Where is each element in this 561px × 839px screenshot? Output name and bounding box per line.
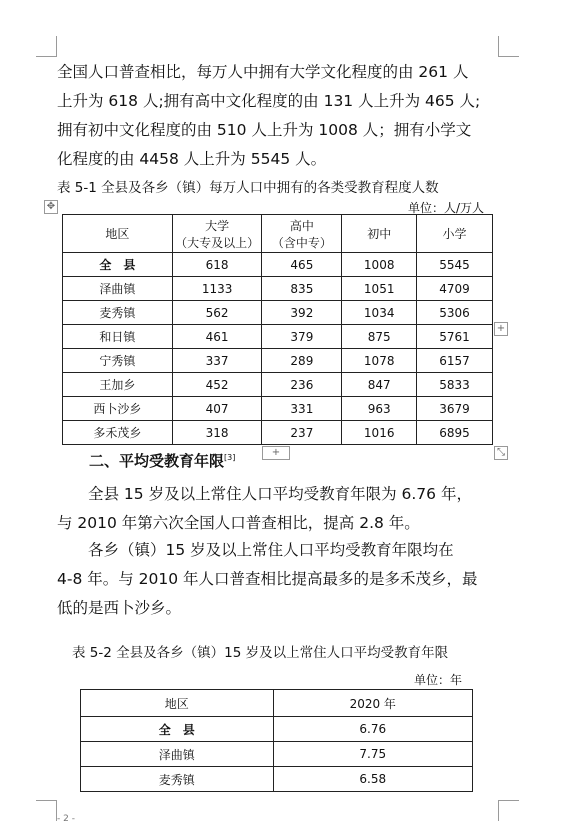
value-cell: 318 — [172, 421, 262, 445]
value-cell: 963 — [342, 397, 417, 421]
table-header-row — [63, 215, 493, 253]
value-cell: 618 — [172, 253, 262, 277]
value-cell: 847 — [342, 373, 417, 397]
table2-unit: 单位：年 — [414, 673, 463, 687]
value-cell: 4709 — [417, 277, 493, 301]
footnote-ref: [3] — [224, 453, 236, 462]
table1-caption: 表 5-1 全县及各乡（镇）每万人口中拥有的各类受教育程度人数 — [57, 180, 439, 196]
region-cell: 泽曲镇 — [63, 277, 173, 301]
section-heading — [89, 450, 235, 471]
header-cell: 地区 — [81, 690, 274, 717]
intro-line: 上升为 618 人;拥有高中文化程度的由 131 人上升为 465 人; — [57, 92, 481, 110]
intro-line: 化程度的由 4458 人上升为 5545 人。 — [57, 150, 327, 168]
crop-mark-top-left — [36, 36, 57, 57]
value-cell: 1078 — [342, 349, 417, 373]
table-row — [63, 325, 493, 349]
paragraph-line: 4-8 年。与 2010 年人口普查相比提高最多的是多禾茂乡，最 — [57, 570, 478, 588]
header-cell: 小学 — [417, 215, 493, 253]
value-cell: 392 — [262, 301, 342, 325]
section-heading-text: 二、平均受教育年限 — [89, 452, 225, 470]
value-cell: 6.58 — [273, 767, 473, 792]
region-cell: 泽曲镇 — [81, 742, 274, 767]
crop-mark-bottom-left — [36, 800, 57, 821]
value-cell: 1051 — [342, 277, 417, 301]
intro-line: 拥有初中文化程度的由 510 人上升为 1008 人；拥有小学文 — [57, 121, 472, 139]
table2-caption: 表 5-2 全县及各乡（镇）15 岁及以上常住人口平均受教育年限 — [72, 645, 449, 661]
table-row — [81, 717, 473, 742]
header-cell: 高中 （含中专） — [262, 215, 342, 253]
resize-icon[interactable]: ⤡ — [494, 446, 508, 460]
value-cell: 6895 — [417, 421, 493, 445]
value-cell: 379 — [262, 325, 342, 349]
table-row — [81, 767, 473, 792]
value-cell: 5833 — [417, 373, 493, 397]
value-cell: 1034 — [342, 301, 417, 325]
page-number: - 2 - — [57, 814, 75, 824]
paragraph-line: 全县 15 岁及以上常住人口平均受教育年限为 6.76 年， — [88, 485, 472, 503]
value-cell: 3679 — [417, 397, 493, 421]
value-cell: 875 — [342, 325, 417, 349]
table-row — [63, 397, 493, 421]
header-cell: 大学 （大专及以上） — [172, 215, 262, 253]
region-cell: 多禾茂乡 — [63, 421, 173, 445]
value-cell: 461 — [172, 325, 262, 349]
table-row — [63, 421, 493, 445]
table2 — [80, 689, 473, 792]
region-cell: 宁秀镇 — [63, 349, 173, 373]
region-cell: 麦秀镇 — [81, 767, 274, 792]
paragraph-line: 与 2010 年第六次全国人口普查相比，提高 2.8 年。 — [57, 514, 420, 532]
value-cell: 562 — [172, 301, 262, 325]
value-cell: 337 — [172, 349, 262, 373]
table-row — [63, 301, 493, 325]
table1-unit: 单位：人/万人 — [408, 201, 485, 215]
value-cell: 5761 — [417, 325, 493, 349]
value-cell: 407 — [172, 397, 262, 421]
table-row — [63, 277, 493, 301]
value-cell: 5306 — [417, 301, 493, 325]
plus-icon[interactable]: + — [262, 446, 290, 460]
value-cell: 1016 — [342, 421, 417, 445]
paragraph-line: 各乡（镇）15 岁及以上常住人口平均受教育年限均在 — [88, 541, 454, 559]
table-header-row — [81, 690, 473, 717]
value-cell: 465 — [262, 253, 342, 277]
region-cell: 全 县 — [63, 253, 173, 277]
value-cell: 236 — [262, 373, 342, 397]
header-cell: 2020 年 — [273, 690, 473, 717]
table-row — [63, 349, 493, 373]
value-cell: 6157 — [417, 349, 493, 373]
region-cell: 全 县 — [81, 717, 274, 742]
value-cell: 237 — [262, 421, 342, 445]
region-cell: 和日镇 — [63, 325, 173, 349]
region-cell: 麦秀镇 — [63, 301, 173, 325]
move-icon[interactable]: ✥ — [44, 200, 58, 214]
header-cell: 初中 — [342, 215, 417, 253]
intro-paragraph — [57, 58, 501, 174]
crop-mark-top-right — [498, 36, 519, 57]
crop-mark-bottom-right — [498, 800, 519, 821]
paragraph-3 — [57, 536, 501, 623]
value-cell: 5545 — [417, 253, 493, 277]
paragraph-2 — [57, 480, 501, 538]
value-cell: 835 — [262, 277, 342, 301]
header-cell: 地区 — [63, 215, 173, 253]
table-row — [81, 742, 473, 767]
table-row — [63, 373, 493, 397]
value-cell: 331 — [262, 397, 342, 421]
value-cell: 452 — [172, 373, 262, 397]
intro-line: 全国人口普查相比，每万人中拥有大学文化程度的由 261 人 — [57, 63, 469, 81]
region-cell: 王加乡 — [63, 373, 173, 397]
value-cell: 289 — [262, 349, 342, 373]
region-cell: 西卜沙乡 — [63, 397, 173, 421]
value-cell: 1008 — [342, 253, 417, 277]
table-row — [63, 253, 493, 277]
value-cell: 6.76 — [273, 717, 473, 742]
paragraph-line: 低的是西卜沙乡。 — [57, 599, 182, 617]
plus-icon[interactable]: + — [494, 322, 508, 336]
table1 — [62, 214, 493, 445]
value-cell: 7.75 — [273, 742, 473, 767]
value-cell: 1133 — [172, 277, 262, 301]
